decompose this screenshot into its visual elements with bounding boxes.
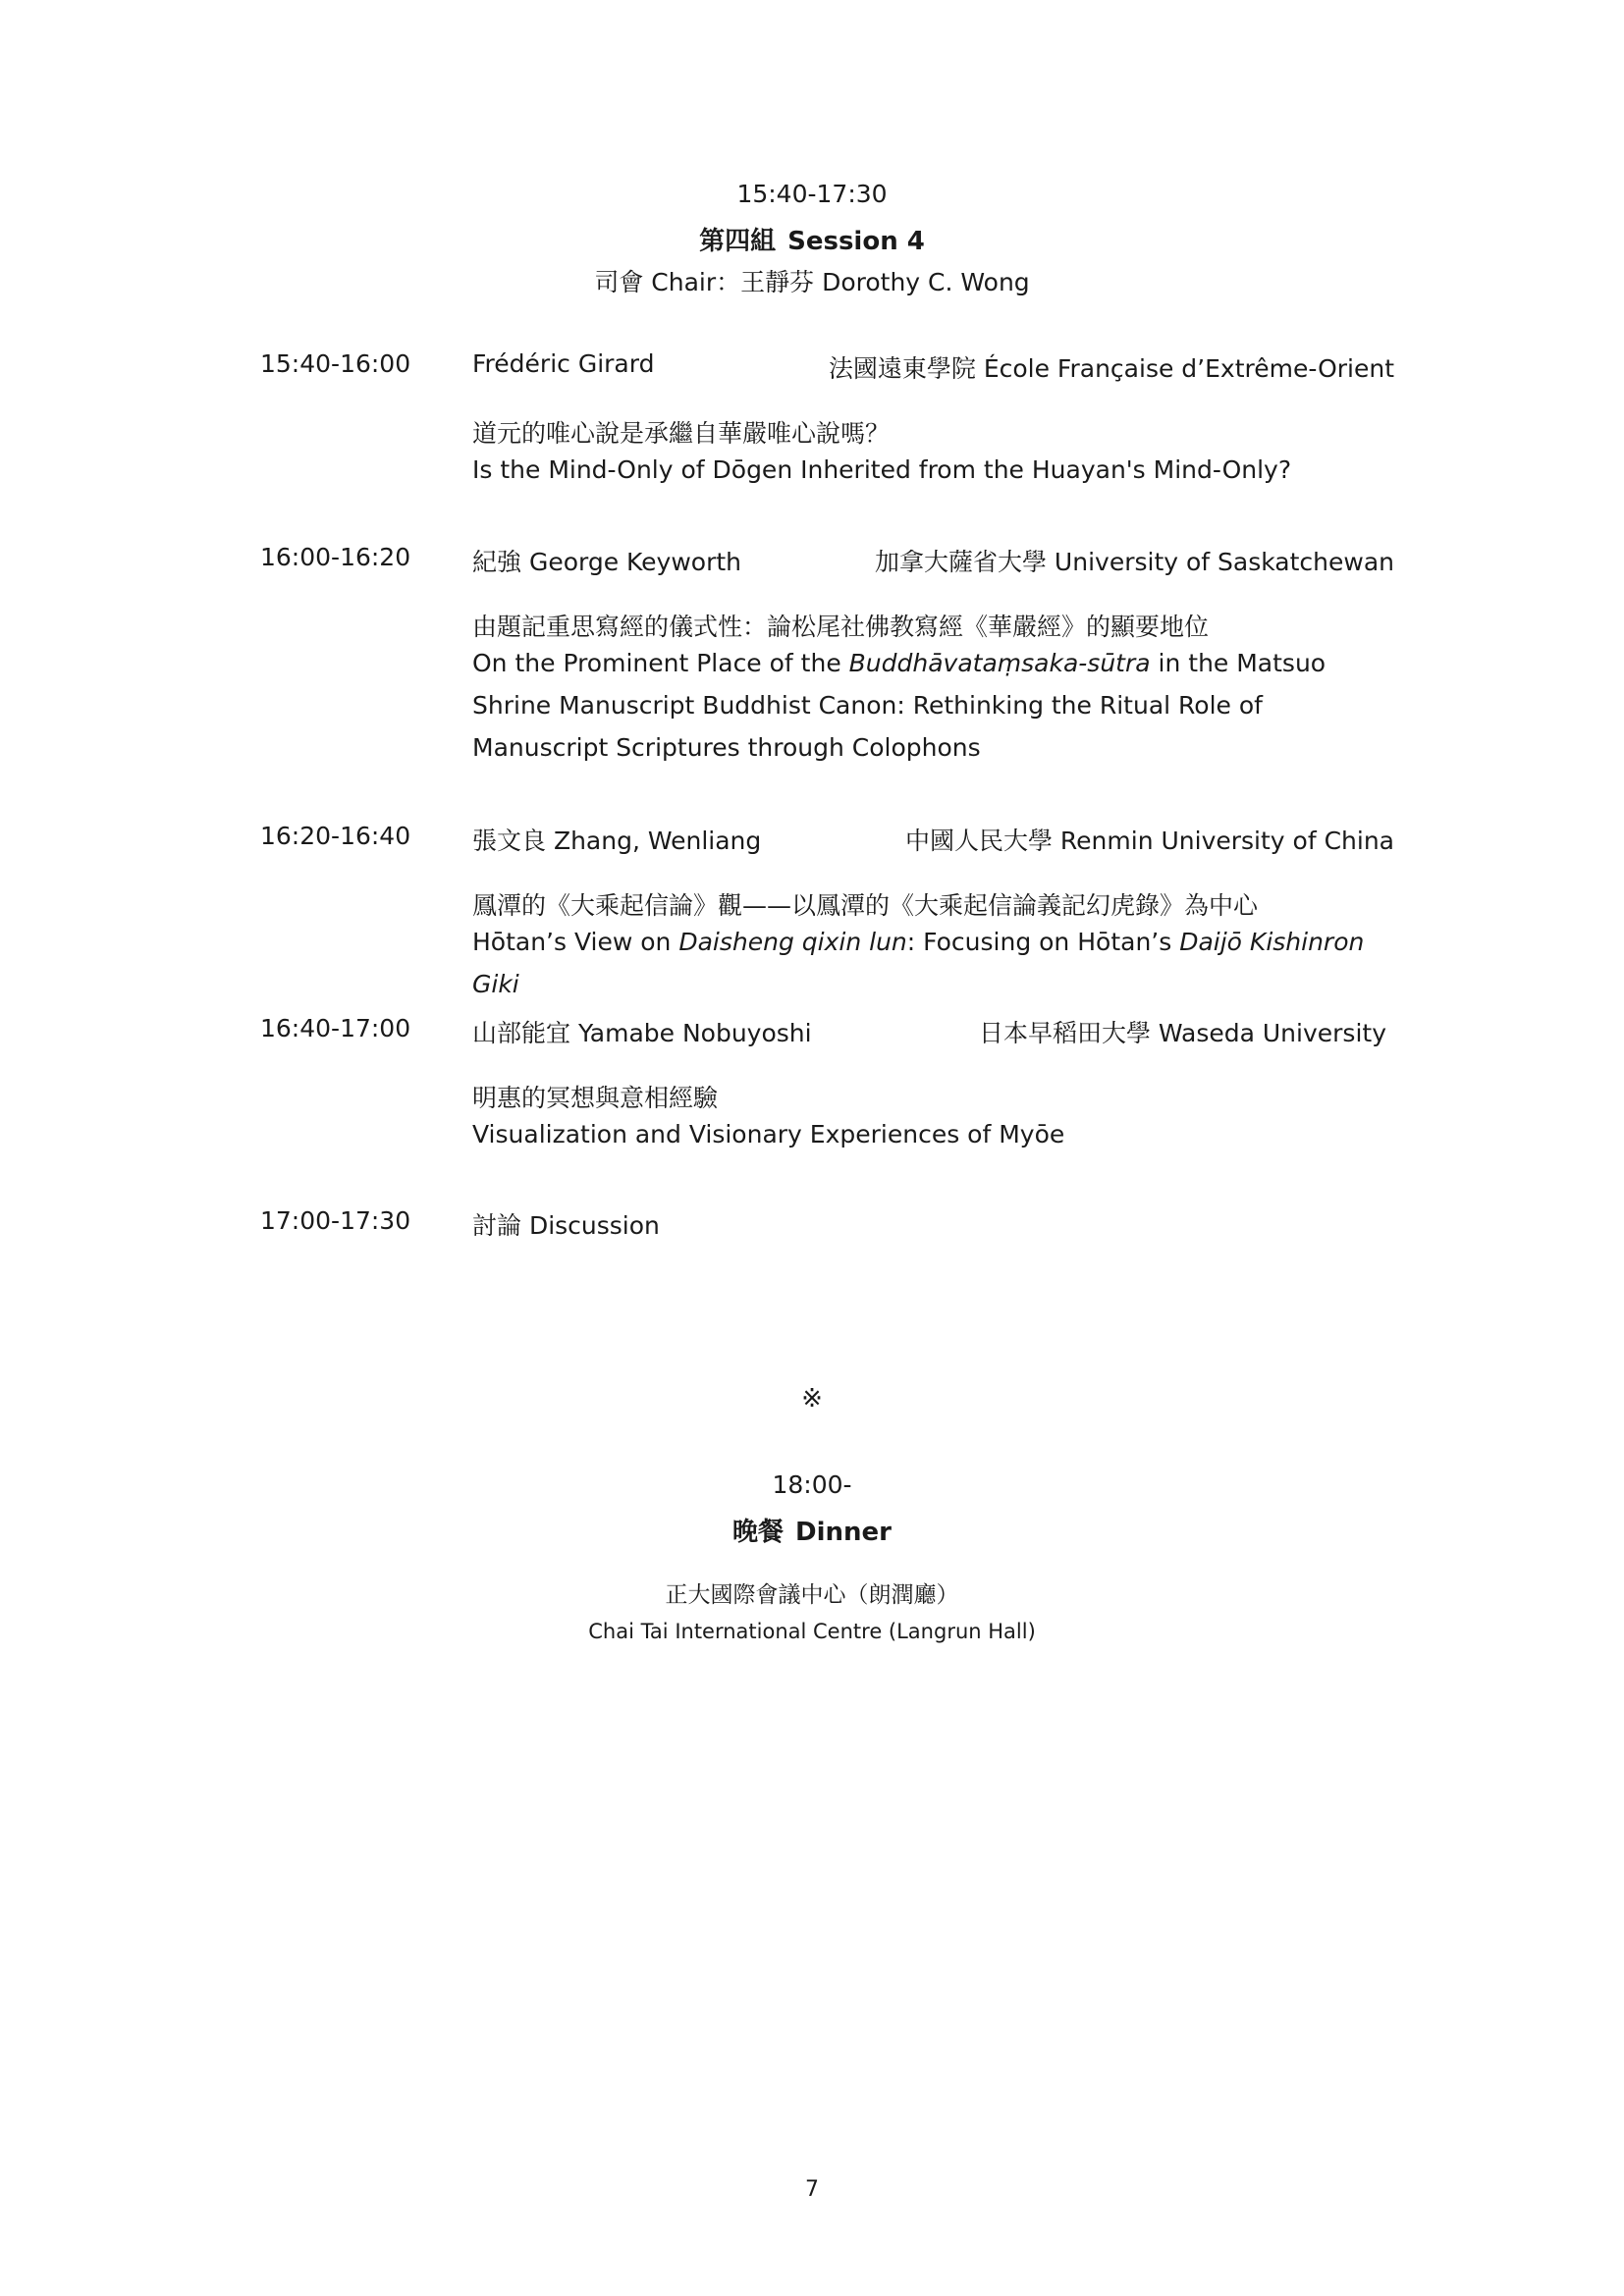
dinner-venue-en: Chai Tai International Centre (Langrun Hall) <box>588 1620 1036 1643</box>
session-title-en: Session 4 <box>787 227 925 256</box>
talk-speaker: Frédéric Girard <box>472 349 655 378</box>
dinner-time: 18:00- <box>772 1470 852 1499</box>
talk-time: 16:00-16:20 <box>260 543 411 571</box>
session-chair: 司會 Chair：王靜芬 Dorothy C. Wong <box>594 268 1030 296</box>
talk-affiliation: 中國人民大學 Renmin University of China <box>904 827 1394 855</box>
talk-speaker: 紀強 George Keyworth <box>472 548 742 576</box>
talk-speaker: 山部能宜 Yamabe Nobuyoshi <box>472 1019 812 1047</box>
talk-title-en-part: in the Matsuo Shrine Manuscript Buddhist Canon: Rethinking the Ritual Role of Manuscript Scriptures through Colophons <box>472 649 1326 762</box>
talk-title-en-work: Daisheng qixin lun <box>678 928 907 956</box>
talk-speaker: 張文良 Zhang, Wenliang <box>472 827 762 855</box>
talk-title-en-part: On the Prominent Place of the <box>472 649 849 677</box>
page-number: 7 <box>805 2177 819 2202</box>
dinner-title-zh: 晚餐 <box>732 1518 785 1547</box>
reference-mark-divider: ※ <box>801 1384 823 1414</box>
session-time: 15:40-17:30 <box>736 180 888 208</box>
session-title <box>0 221 1624 257</box>
talk-title-zh: 由題記重思寫經的儀式性：論松尾社佛教寫經《華嚴經》的顯要地位 <box>472 613 1210 641</box>
talk-title-en-part: Hōtan’s View on <box>472 928 679 956</box>
talk-title-zh: 道元的唯心說是承繼自華嚴唯心說嗎？ <box>472 419 891 448</box>
talk-title-en-work: Buddhāvataṃsaka-sūtra <box>848 649 1151 677</box>
talk-title-en-part: : Focusing on Hōtan’s <box>906 928 1180 956</box>
talk-affiliation: 日本早稻田大學 Waseda University <box>978 1019 1386 1047</box>
talk-title-en: Is the Mind-Only of Dōgen Inherited from the Huayan's Mind-Only? <box>472 455 1292 484</box>
dinner-title <box>0 1512 1624 1548</box>
talk-title-en <box>472 642 1385 769</box>
dinner-venue-zh: 正大國際會議中心（朗潤廳） <box>665 1582 959 1608</box>
talk-time: 17:00-17:30 <box>260 1206 411 1235</box>
talk-title-en: Visualization and Visionary Experiences of Myōe <box>472 1120 1065 1148</box>
talk-title-en <box>472 921 1385 1005</box>
talk-time: 15:40-16:00 <box>260 349 411 378</box>
talk-affiliation: 加拿大薩省大學 University of Saskatchewan <box>874 548 1394 576</box>
talk-title-zh: 明惠的冥想與意相經驗 <box>472 1084 719 1112</box>
dinner-title-en: Dinner <box>795 1518 892 1547</box>
session-title-zh: 第四組 <box>699 227 777 256</box>
discussion-label: 討論 Discussion <box>472 1211 660 1240</box>
talk-time: 16:20-16:40 <box>260 822 411 850</box>
talk-title-zh: 鳳潭的《大乘起信論》觀——以鳳潭的《大乘起信論義記幻虎錄》為中心 <box>472 891 1259 920</box>
talk-title-en-work: Daijō Kishinron Giki <box>472 928 1365 998</box>
talk-time: 16:40-17:00 <box>260 1014 411 1042</box>
talk-affiliation: 法國遠東學院 École Française d’Extrême-Orient <box>828 354 1394 383</box>
